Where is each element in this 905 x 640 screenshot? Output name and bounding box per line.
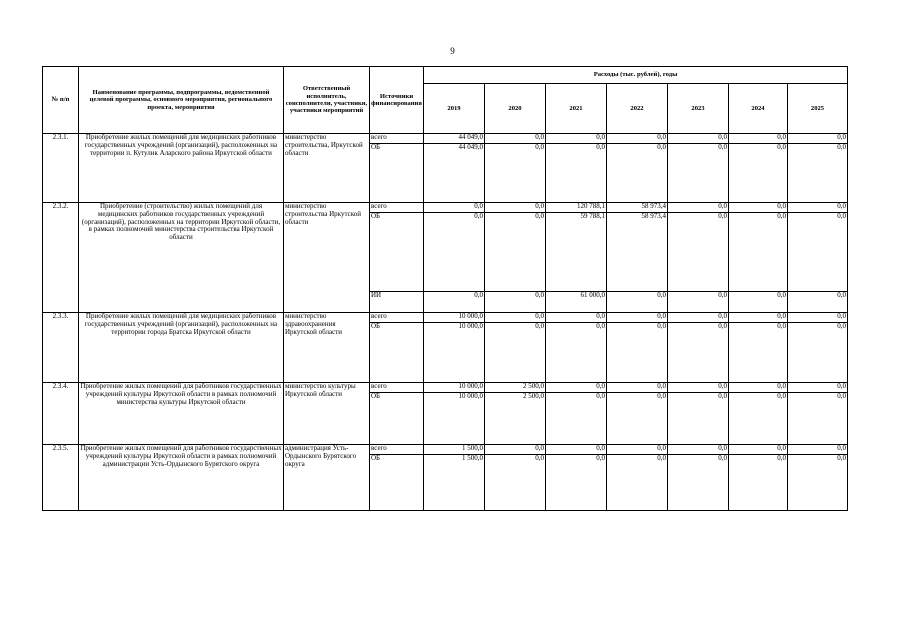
table-row [43,383,848,393]
row-value: 0,0 [485,203,546,213]
row-value: 10 000,0 [424,323,485,383]
row-value: 10 000,0 [424,393,485,445]
row-value: 2 500,0 [485,393,546,445]
row-value: 0,0 [546,455,607,511]
row-value: 0,0 [729,313,788,323]
row-value: 1 500,0 [424,455,485,511]
row-value: 0,0 [485,455,546,511]
row-value: 0,0 [546,393,607,445]
row-value: 0,0 [607,292,668,313]
row-value: 0,0 [788,455,848,511]
row-value: 0,0 [788,213,848,292]
row-executor: администрация Усть-Ордынского Бурятского округа [284,445,370,511]
row-value: 0,0 [668,134,729,144]
header-year: 2024 [729,84,788,134]
row-value: 0,0 [485,144,546,203]
row-source: ОБ [370,393,424,445]
row-executor: министерство здравоохранения Иркутской области [284,313,370,383]
row-value: 0,0 [729,203,788,213]
row-source: всего [370,313,424,323]
row-value: 0,0 [546,134,607,144]
row-value: 44 049,0 [424,134,485,144]
row-value: 0,0 [668,455,729,511]
row-source: ОБ [370,455,424,511]
row-value: 0,0 [607,134,668,144]
table-row [43,445,848,455]
header-year: 2021 [546,84,607,134]
row-source: ОБ [370,144,424,203]
row-value: 120 788,1 [546,203,607,213]
row-source: ОБ [370,213,424,292]
row-executor: министерство культуры Иркутской области [284,383,370,445]
row-value: 0,0 [668,393,729,445]
row-value: 58 973,4 [607,203,668,213]
row-value: 0,0 [485,313,546,323]
row-value: 0,0 [485,134,546,144]
table-row [43,134,848,144]
row-value: 0,0 [607,455,668,511]
row-value: 0,0 [788,393,848,445]
row-value: 0,0 [729,383,788,393]
row-value: 0,0 [729,134,788,144]
row-value: 0,0 [668,144,729,203]
row-value: 0,0 [546,445,607,455]
row-value: 0,0 [788,134,848,144]
row-value: 59 788,1 [546,213,607,292]
row-source: всего [370,445,424,455]
row-value: 0,0 [729,393,788,445]
row-value: 0,0 [485,213,546,292]
row-value: 0,0 [668,383,729,393]
row-value: 0,0 [607,445,668,455]
row-name: Приобретение жилых помещений для работников государственных учреждений культуры Иркутской области в рамках полномочий министерства культуры Иркутской области [79,383,284,445]
header-executor: Ответственный исполнитель, соисполнители, участники, участники мероприятий [284,67,370,134]
row-value: 0,0 [788,292,848,313]
row-value: 0,0 [424,213,485,292]
row-value: 0,0 [607,144,668,203]
header-source: Источники финансирования [370,67,424,134]
row-executor: министерство строительства Иркутской области [284,203,370,313]
row-name: Приобретение жилых помещений для медицинских работников государственных учреждений (организаций), расположенных на территории п. Кутулик Аларского района Иркутской области [79,134,284,203]
row-value: 0,0 [729,292,788,313]
row-value: 0,0 [788,313,848,323]
row-value: 44 049,0 [424,144,485,203]
row-value: 61 000,0 [546,292,607,313]
row-name: Приобретение жилых помещений для работников государственных учреждений культуры Иркутской области в рамках полномочий администрации Усть-Ордынского Бурятского округа [79,445,284,511]
row-value: 2 500,0 [485,383,546,393]
row-source: всего [370,203,424,213]
row-value: 10 000,0 [424,313,485,323]
row-value: 0,0 [668,323,729,383]
header-year: 2023 [668,84,729,134]
row-source: ОБ [370,323,424,383]
row-value: 58 973,4 [607,213,668,292]
row-source: всего [370,383,424,393]
row-value: 0,0 [729,455,788,511]
row-value: 0,0 [607,323,668,383]
row-executor: министерство строительства, Иркутской области [284,134,370,203]
row-value: 0,0 [788,203,848,213]
budget-table [42,66,848,511]
table-body [43,134,848,511]
row-value: 0,0 [546,313,607,323]
row-value: 0,0 [546,144,607,203]
header-year: 2025 [788,84,848,134]
row-name: Приобретение (строительство) жилых помещений для медицинских работников государственных учреждений (организаций), расположенных на территории Иркутской области, в рамках полномочий министерства строительства Иркутской области [79,203,284,313]
row-value: 0,0 [729,144,788,203]
row-code: 2.3.2. [43,203,79,313]
row-code: 2.3.5. [43,445,79,511]
row-value: 0,0 [788,323,848,383]
row-value: 10 000,0 [424,383,485,393]
row-value: 0,0 [485,292,546,313]
header-name: Наименование программы, подпрограммы, ведомственной целевой программы, основного мероприятия, регионального проекта, мероприятия [79,67,284,134]
row-value: 0,0 [668,445,729,455]
table-header [43,67,848,134]
row-value: 0,0 [607,383,668,393]
row-value: 0,0 [729,445,788,455]
row-code: 2.3.4. [43,383,79,445]
row-value: 0,0 [485,445,546,455]
row-value: 0,0 [546,383,607,393]
header-year: 2019 [424,84,485,134]
row-value: 1 500,0 [424,445,485,455]
page-number: 9 [450,46,455,56]
row-value: 0,0 [788,445,848,455]
row-value: 0,0 [607,393,668,445]
row-value: 0,0 [729,323,788,383]
header-year: 2020 [485,84,546,134]
row-code: 2.3.3. [43,313,79,383]
row-value: 0,0 [788,144,848,203]
row-value: 0,0 [668,213,729,292]
table-row [43,313,848,323]
row-value: 0,0 [424,292,485,313]
header-number: № п/п [43,67,79,134]
row-value: 0,0 [729,213,788,292]
table-row [43,203,848,213]
row-value: 0,0 [485,323,546,383]
row-source: всего [370,134,424,144]
row-value: 0,0 [424,203,485,213]
header-year: 2022 [607,84,668,134]
header-spending: Расходы (тыс. рублей), годы [424,67,848,84]
row-source: ИИ [370,292,424,313]
row-value: 0,0 [668,292,729,313]
row-value: 0,0 [546,323,607,383]
row-name: Приобретение жилых помещений для медицинских работников государственных учреждений (организаций), расположенных на территории города Братска Иркутской области [79,313,284,383]
row-value: 0,0 [668,313,729,323]
row-value: 0,0 [607,313,668,323]
row-code: 2.3.1. [43,134,79,203]
row-value: 0,0 [668,203,729,213]
row-value: 0,0 [788,383,848,393]
